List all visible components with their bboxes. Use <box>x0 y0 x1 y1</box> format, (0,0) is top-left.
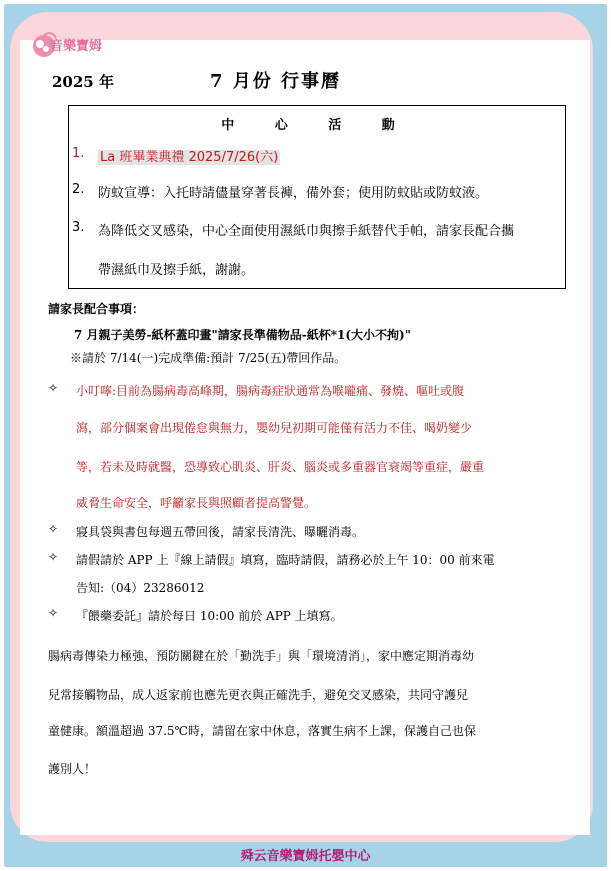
bullet-icon: ✧ <box>48 522 59 536</box>
notice-bedding: 寢具袋與書包每週五帶回後，請家長清洗、曝曬消毒。 <box>76 525 365 539</box>
footer-center-name: 舜云音樂寶姆托嬰中心 <box>240 849 371 864</box>
activity-text: 帶濕紙巾及擦手紙，謝謝。 <box>98 263 255 278</box>
activity-text: 為降低交叉感染，中心全面使用濕紙巾與擦手紙替代手帕，請家長配合攜 <box>98 224 515 239</box>
closing-line: 童健康。額溫超過 37.5℃時，請留在家中休息，落實生病不上課，保護自己也保 <box>48 724 476 738</box>
notice-heading: 請家長配合事項： <box>48 302 145 316</box>
center-activities-title: 中 心 活 動 <box>221 118 413 133</box>
activity-highlight: La 班畢業典禮 2025/7/26(六) <box>100 150 279 165</box>
logo-text: 音樂寶姆 <box>50 39 103 54</box>
activity-number: 3. <box>72 220 85 235</box>
bullet-icon: ✧ <box>48 550 59 564</box>
notice-medicine: 『餵藥委託』請於每日 10:00 前於 APP 上填寫。 <box>76 609 343 623</box>
closing-line: 兒常接觸物品，成人返家前也應先更衣與正確洗手，避免交叉感染，共同守護兒 <box>48 688 469 702</box>
bullet-icon: ✧ <box>48 606 59 620</box>
closing-line: 腸病毒傳染力極強，預防關鍵在於「勤洗手」與「環境清消」，家中應定期消毒幼 <box>48 649 475 663</box>
year-label: 2025 年 <box>52 73 114 91</box>
notice-leave: 請假請於 APP 上『線上請假』填寫，臨時請假，請務必於上午 10：00 前來電 <box>76 553 495 567</box>
activity-text: 防蚊宣導：入托時請儘量穿著長褲，備外套；使用防蚊貼或防蚊液。 <box>98 186 489 201</box>
tip-line: 瀉，部分個案會出現倦怠與無力，嬰幼兒初期可能僅有活力不佳、喝奶變少 <box>76 421 473 435</box>
tip-line: 等，若未及時就醫，恐導致心肌炎、肝炎、腦炎或多重器官衰竭等重症，嚴重 <box>76 460 485 474</box>
activity-number: 2. <box>72 182 85 197</box>
bullet-icon: ✧ <box>48 381 59 395</box>
page-title: 7 月份 行事曆 <box>210 71 342 92</box>
tip-line: 威脅生命安全，呼籲家長與照顧者提高警覺。 <box>76 496 317 510</box>
notice-leave-phone: 告知:（04）23286012 <box>76 581 205 595</box>
notice-item-craft: 7 月親子美勞-紙杯蓋印畫"請家長準備物品-紙杯*1(大小不拘)" <box>74 328 411 342</box>
tip-line: 小叮嚀:目前為腸病毒高峰期，腸病毒症狀通常為喉嚨痛、發燒、嘔吐或腹 <box>76 384 465 398</box>
activity-number: 1. <box>72 146 85 161</box>
closing-line: 護別人！ <box>48 762 97 776</box>
notice-item-note: ※請於 7/14(一)完成準備:預計 7/25(五)帶回作品。 <box>70 351 347 365</box>
